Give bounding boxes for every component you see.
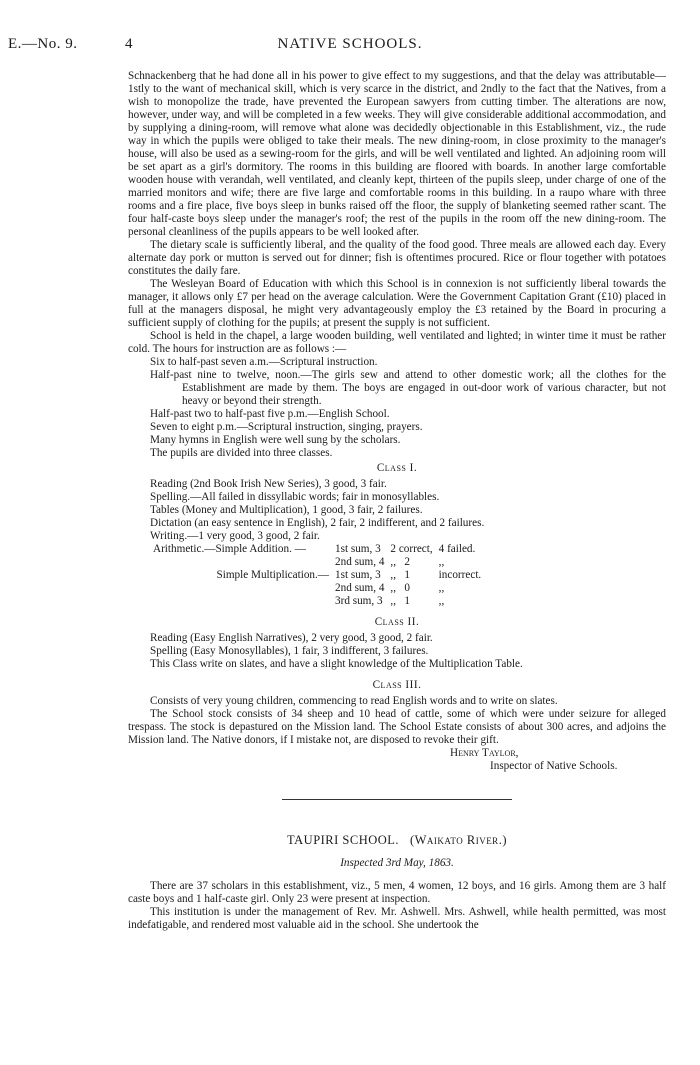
signature-title: Inspector of Native Schools. — [490, 760, 618, 772]
result-line: Spelling (Easy Monosyllables), 1 fair, 3 indifferent, 3 failures. — [150, 645, 429, 657]
table-row — [150, 595, 484, 608]
paragraph: There are 37 scholars in this establishment, viz., 5 men, 4 women, 12 boys, and 16 girls. Among them are 3 half caste boys and 1 half-caste girl. Only 23 were present at inspection. — [128, 880, 666, 905]
arith-label — [150, 582, 332, 595]
paragraph: Schnackenberg that he had done all in his power to give effect to my suggestions, and that the delay was attributable—1stly to the want of mechanical skill, which is very scarce in the district, and 2ndly to the fact that the Natives, from a wish to monopolize the trade, have prevented the European sawyers from cutting timber. The alterations are now, however, under way, and will be completed in a few weeks. They will give considerable additional accommodation, and by supplying a dining-room, will remove what alone was decidedly objectionable in this Establishment, viz., the rude way in which the pupils were obliged to take their meals. The new dining-room, in close proximity to the manager's house, will also be used as a sewing-room for the girls, and will be well ventilated and lighted. An adjoining room will be set apart as a girl's dormitory. The rooms in this building are floored with boards. In another large comfortable wooden house with verandah, well ventilated, and cleanly kept, thirteen of the pupils sleep, under charge of one of the married monitors and wife; there are five large and comfortable rooms in this building. In a raupo whare with three rooms and a fire place, five boys sleep in bunks raised off the floor, the supply of blanketing seemed rather scant. The four half-caste boys sleep under the manager's roof; the rest of the pupils in the room off the new dining-room. The personal cleanliness of the pupils appears to be well looked after. — [128, 70, 666, 238]
arith-sum: 1st sum, 3 — [335, 543, 381, 555]
section-divider — [282, 799, 512, 800]
ditto-mark: ,, — [390, 556, 397, 568]
arith-label — [150, 595, 332, 608]
result-line: Tables (Money and Multiplication), 1 good, 3 fair, 2 failures. — [150, 504, 423, 516]
arith-sum: 1st sum, 3 — [335, 569, 381, 581]
arith-result: ,, — [438, 582, 445, 594]
paragraph: The Wesleyan Board of Education with which this School is in connexion is not sufficiently liberal towards the manager, it allows only £7 per head on the average calculation. Were the Government Capitation Grant (£10) placed in full at the managers disposal, he might very advantageously employ the £3 retained by the Board in procuring a sufficient supply of clothing for the pupils; at present the supply is not sufficient. — [128, 278, 666, 329]
arith-count: 1 — [404, 595, 410, 607]
section-title-location: (Waikato River.) — [409, 833, 507, 847]
arith-count: 1 — [404, 569, 410, 581]
result-line: Spelling.—All failed in dissyllabic words; fair in monosyllables. — [150, 491, 440, 503]
schedule-line: Half-past two to half-past five p.m.—English School. — [150, 408, 390, 420]
arith-count: 0 — [404, 582, 410, 594]
document-reference: E.—No. 9. — [8, 36, 78, 52]
arithmetic-table — [150, 543, 484, 608]
paragraph: This institution is under the management of Rev. Mr. Ashwell. Mrs. Ashwell, while health permitted, was most indefatigable, and rendered most valuable aid in the school. She undertook the — [128, 906, 666, 931]
running-title: NATIVE SCHOOLS. — [277, 36, 423, 52]
schedule-line: Seven to eight p.m.—Scriptural instruction, singing, prayers. — [150, 421, 423, 433]
result-line: Reading (Easy English Narratives), 2 very good, 3 good, 2 fair. — [150, 632, 433, 644]
page-header — [0, 36, 700, 56]
arith-label: Simple Multiplication.— — [216, 569, 329, 581]
arith-mid — [387, 582, 435, 595]
ditto-mark: ,, — [390, 569, 397, 581]
table-row — [150, 582, 484, 595]
page-body — [128, 70, 666, 932]
schedule-line: Six to half-past seven a.m.—Scriptural instruction. — [150, 356, 378, 368]
paragraph: Consists of very young children, commencing to read English words and to write on slates. — [150, 695, 558, 707]
arith-sum: 2nd sum, 4 — [335, 582, 385, 594]
arith-sum: 2nd sum, 4 — [335, 556, 385, 568]
arith-count: 2 — [404, 556, 410, 568]
section-title-main: TAUPIRI SCHOOL. — [287, 833, 400, 847]
class-heading: Class I. — [376, 462, 418, 474]
class-heading: Class II. — [374, 616, 420, 628]
table-row — [150, 556, 484, 569]
paragraph: School is held in the chapel, a large wooden building, well ventilated and lighted; in winter time it must be rather cold. The hours for instruction are as follows :— — [128, 330, 666, 355]
signature-name: Henry Taylor, — [450, 747, 519, 759]
paragraph: The School stock consists of 34 sheep and 10 head of cattle, some of which were under seizure for alleged trespass. The stock is depastured on the Mission land. The School Estate consists of about 300 acres, and adjoins the Mission land. The Native donors, if I mistake not, are disposed to revoke their gift. — [128, 708, 666, 746]
arith-mid — [387, 569, 435, 582]
arith-sum: 3rd sum, 3 — [335, 595, 383, 607]
arith-result: ,, — [438, 595, 445, 607]
arith-result: ,, — [438, 556, 445, 568]
arith-mid — [387, 595, 435, 608]
schedule-line: Half-past nine to twelve, noon.—The girls sew and attend to other domestic work; all the clothes for the Establishment are made by them. The boys are engaged in out-door work of various character, but not heavy or beyond their strength. — [150, 369, 666, 407]
section-title — [128, 834, 666, 847]
arith-mid: 2 correct, — [390, 543, 433, 555]
schedule-line: The pupils are divided into three classes. — [150, 447, 333, 459]
page-number: 4 — [125, 36, 133, 52]
paragraph: The dietary scale is sufficiently liberal, and the quality of the food good. Three meals are allowed each day. Every alternate day pork or mutton is served out for dinner; fish is oftentimes procured. Rice or flour together with potatoes constitutes the daily fare. — [128, 239, 666, 277]
table-row — [150, 569, 484, 582]
result-line: This Class write on slates, and have a slight knowledge of the Multiplication Table. — [150, 658, 523, 670]
arith-label — [150, 556, 332, 569]
arith-label: Arithmetic.—Simple Addition. — — [153, 543, 306, 555]
ditto-mark: ,, — [390, 595, 397, 607]
arith-result: 4 failed. — [438, 543, 476, 555]
ditto-mark: ,, — [390, 582, 397, 594]
result-line: Reading (2nd Book Irish New Series), 3 good, 3 fair. — [150, 478, 387, 490]
arith-mid — [387, 556, 435, 569]
table-row — [150, 543, 484, 556]
result-line: Dictation (an easy sentence in English), 2 fair, 2 indifferent, and 2 failures. — [150, 517, 485, 529]
schedule-line: Many hymns in English were well sung by the scholars. — [150, 434, 401, 446]
class-heading: Class III. — [372, 679, 422, 691]
inspection-date: Inspected 3rd May, 1863. — [340, 857, 454, 869]
result-line: Writing.—1 very good, 3 good, 2 fair. — [150, 530, 320, 542]
arith-result: incorrect. — [438, 569, 482, 581]
